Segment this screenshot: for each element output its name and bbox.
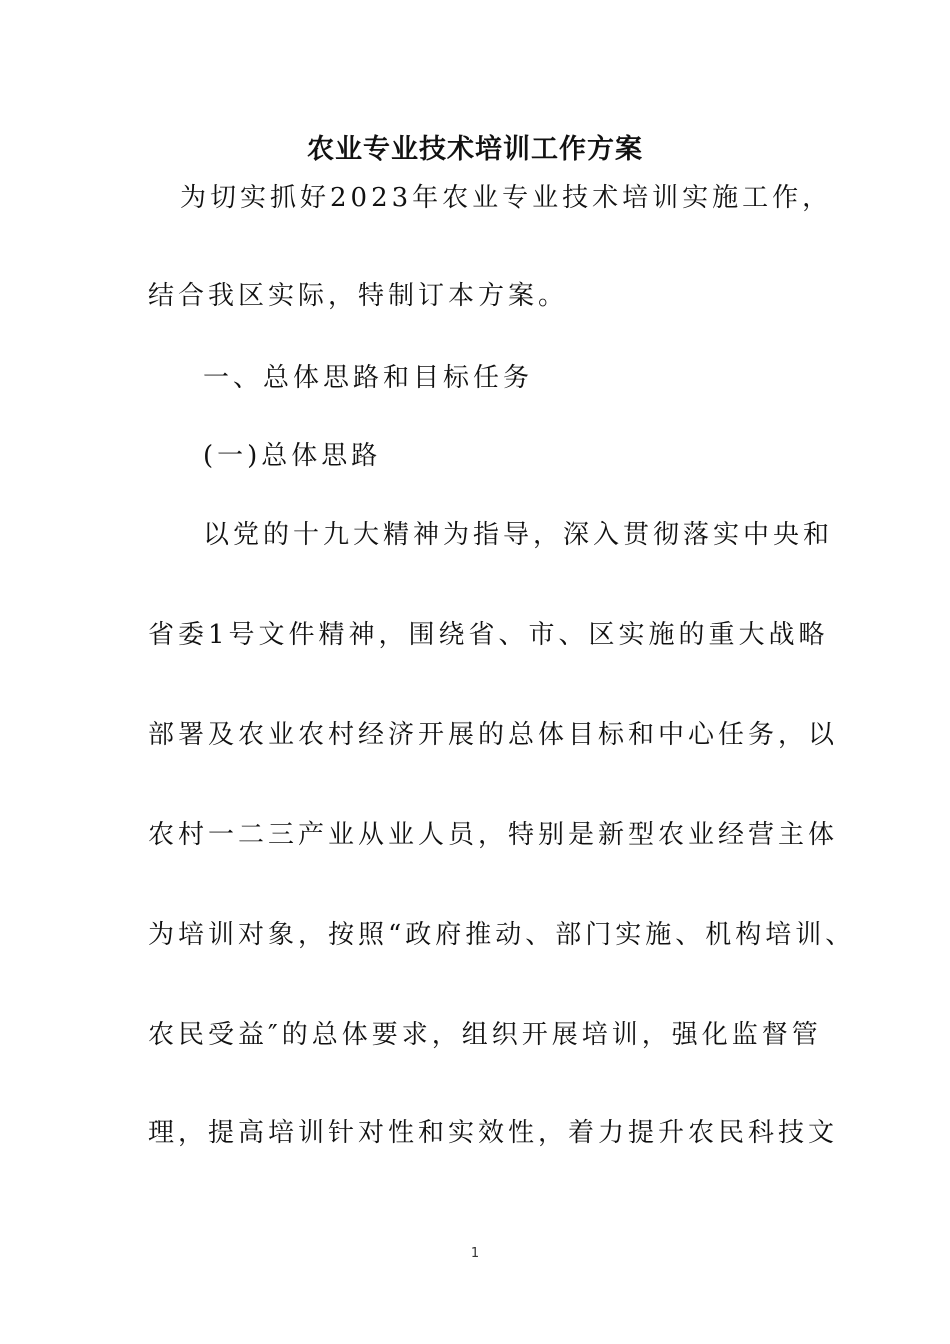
body-line-5: 部署及农业农村经济开展的总体目标和中心任务，以 bbox=[148, 720, 839, 750]
body-line-8: 农民受益″的总体要求，组织开展培训，强化监督管 bbox=[148, 1020, 822, 1050]
body-line-7: 为培训对象，按照“政府推动、部门实施、机构培训、 bbox=[148, 920, 856, 950]
page-number: 1 bbox=[470, 1246, 480, 1261]
body-line-1: 为切实抓好2023年农业专业技术培训实施工作， bbox=[180, 183, 833, 213]
body-line-2: 结合我区实际，特制订本方案。 bbox=[148, 281, 569, 311]
body-line-4: 省委1号文件精神，围绕省、市、区实施的重大战略 bbox=[148, 620, 829, 650]
body-line-6: 农村一二三产业从业人员，特别是新型农业经营主体 bbox=[148, 820, 839, 850]
page-title: 农业专业技术培训工作方案 bbox=[307, 134, 643, 165]
section-heading-1: 一、总体思路和目标任务 bbox=[203, 363, 534, 393]
body-line-3: 以党的十九大精神为指导，深入贯彻落实中央和 bbox=[203, 520, 834, 550]
body-line-9: 理，提高培训针对性和实效性，着力提升农民科技文 bbox=[148, 1118, 839, 1148]
subsection-heading-1: (一)总体思路 bbox=[203, 441, 382, 471]
